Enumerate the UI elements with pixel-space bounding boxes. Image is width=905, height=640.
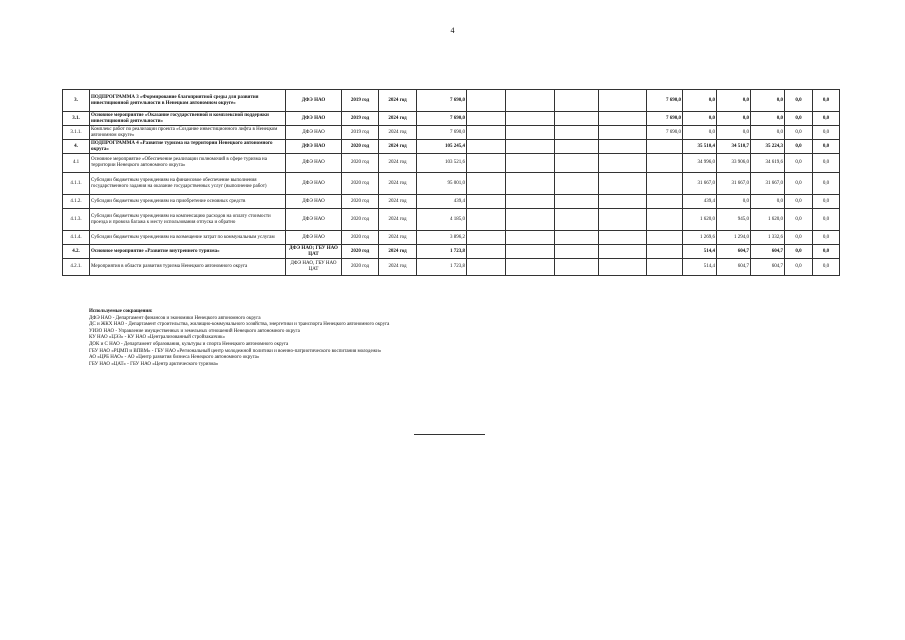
table-row (63, 259, 840, 276)
table-cell: 439,4 (417, 195, 467, 209)
table-cell: Мероприятия в области развития туризма Ненецкого автономного округа (90, 259, 286, 276)
table-cell: 0,0 (785, 195, 813, 209)
table-cell (555, 231, 599, 245)
table-cell: ДФЭ НАО; ГБУ НАО ЦАТ (286, 245, 342, 259)
abbreviation-item: ГБУ НАО «РЦМП и ВПВМ» - ГБУ НАО «Региональный центр молодежной политики и военно-патриотического воспитания молодежи» (89, 348, 382, 354)
abbreviation-item: ДФЭ НАО - Департамент финансов и экономики Ненецкого автономного округа (89, 315, 261, 321)
table-cell (467, 259, 506, 276)
table-cell: 2020 год (342, 195, 379, 209)
table-cell: 33 906,0 (717, 154, 751, 173)
table-cell: 439,4 (683, 195, 717, 209)
table-cell (506, 259, 555, 276)
table-row (63, 90, 840, 112)
table-cell: 0,0 (751, 195, 785, 209)
table-cell (555, 90, 599, 112)
abbreviation-item: КУ НАО «ЦЭЗ» - КУ НАО «Централизованный стройзаказчик» (89, 335, 226, 341)
table-cell: ДФЭ НАО (286, 173, 342, 195)
abbreviation-item: АО «ЦРБ НАО» - АО «Центр развития бизнеса Ненецкого автономного округа» (89, 355, 260, 361)
table-cell (599, 231, 647, 245)
table-cell: 945,0 (717, 209, 751, 231)
page-number: 4 (450, 26, 455, 35)
table-cell: 4. (63, 140, 90, 154)
abbreviation-item: ДОК и С НАО - Департамент образования, культуры и спорта Ненецкого автономного округа (89, 341, 289, 347)
table-cell: Субсидии бюджетным учреждениям на приобретение основных средств (90, 195, 286, 209)
table-cell (599, 173, 647, 195)
table-cell: 1 620,0 (751, 209, 785, 231)
table-cell: 0,0 (813, 231, 840, 245)
abbreviations-title: Используемые сокращения: (89, 309, 153, 314)
table-cell: 2024 год (379, 195, 417, 209)
table-cell: 1 620,0 (683, 209, 717, 231)
table-cell: 0,0 (813, 195, 840, 209)
table-cell (555, 112, 599, 126)
table-cell (506, 126, 555, 140)
table-cell (599, 112, 647, 126)
table-cell: 0,0 (683, 126, 717, 140)
table-cell (647, 140, 683, 154)
table-cell: 2024 год (379, 154, 417, 173)
table-cell (555, 173, 599, 195)
table-cell: 2020 год (342, 140, 379, 154)
table-cell: ДФЭ НАО (286, 154, 342, 173)
table-cell: 0,0 (717, 112, 751, 126)
table-cell: 0,0 (785, 245, 813, 259)
table-cell: 2024 год (379, 245, 417, 259)
table-cell (555, 140, 599, 154)
table-cell: 1 294,0 (717, 231, 751, 245)
table-cell: 2020 год (342, 245, 379, 259)
table-cell (467, 195, 506, 209)
table-cell: 0,0 (813, 140, 840, 154)
table-cell (467, 154, 506, 173)
table-cell: 4.1.4. (63, 231, 90, 245)
table-cell: 35 510,4 (683, 140, 717, 154)
table-cell: 1 269,6 (683, 231, 717, 245)
table-cell: 0,0 (813, 112, 840, 126)
table-row (63, 140, 840, 154)
table-cell: 514,4 (683, 245, 717, 259)
table-cell: 0,0 (683, 90, 717, 112)
table-cell: Комплекс работ по реализации проекта «Создание инвестиционного лифта в Ненецком автономном округе» (90, 126, 286, 140)
table-cell: 31 667,0 (683, 173, 717, 195)
table-cell: 4.1.1. (63, 173, 90, 195)
table-row (63, 112, 840, 126)
table-cell (467, 173, 506, 195)
table-cell: 0,0 (813, 245, 840, 259)
table-cell: 2024 год (379, 231, 417, 245)
table-cell: 0,0 (785, 173, 813, 195)
table-cell: 34 510,7 (717, 140, 751, 154)
table-cell: 7 690,0 (417, 112, 467, 126)
table-cell: Субсидии бюджетным учреждениям на компенсацию расходов на оплату стоимости проезда и провоза багажа к месту использования отпуска и обратно (90, 209, 286, 231)
table-cell: 3.1.1. (63, 126, 90, 140)
table-cell: Основное мероприятие «Оказание государственной и комплексной поддержки инвестиционной деятельности» (90, 112, 286, 126)
table-cell (599, 90, 647, 112)
table-cell: ДФЭ НАО (286, 209, 342, 231)
table-cell: 2020 год (342, 231, 379, 245)
table-cell (506, 154, 555, 173)
table-cell: 1 332,6 (751, 231, 785, 245)
footer-rule (414, 434, 485, 435)
table-cell (599, 195, 647, 209)
table-cell: Субсидии бюджетным учреждениям на финансовое обеспечение выполнения государственного задания на оказание государственных услуг (выполнение работ) (90, 173, 286, 195)
table-cell: 604,7 (717, 245, 751, 259)
table-cell (599, 154, 647, 173)
table-cell: ПОДПРОГРАММА 3 «Формирование благоприятной среды для развития инвестиционной деятельности в Ненецком автономном округе» (90, 90, 286, 112)
table-cell: 0,0 (717, 126, 751, 140)
table-cell: 7 690,0 (417, 126, 467, 140)
table-cell (506, 209, 555, 231)
table-cell: 31 667,0 (751, 173, 785, 195)
table-cell: 2019 год (342, 126, 379, 140)
table-cell: 514,4 (683, 259, 717, 276)
table-cell (599, 245, 647, 259)
table-cell (647, 209, 683, 231)
table-cell: ДФЭ НАО (286, 195, 342, 209)
table-row (63, 173, 840, 195)
table-cell (506, 140, 555, 154)
table-cell (506, 231, 555, 245)
abbreviation-item: ДС и ЖКХ НАО - Департамент строительства, жилищно-коммунального хозяйства, энергетики и транспорта Ненецкого автономного округа (89, 322, 390, 328)
table-cell: Субсидии бюджетным учреждениям на возмещение затрат по коммунальным услугам (90, 231, 286, 245)
table-cell: 34 996,0 (683, 154, 717, 173)
table-cell (599, 140, 647, 154)
table-cell: 2019 год (342, 112, 379, 126)
table-cell: 0,0 (683, 112, 717, 126)
table-cell (647, 259, 683, 276)
table-cell: 0,0 (717, 195, 751, 209)
table-cell: 31 667,0 (717, 173, 751, 195)
table-cell: ДФЭ НАО (286, 231, 342, 245)
table-cell (647, 245, 683, 259)
table-row (63, 231, 840, 245)
table-cell (599, 259, 647, 276)
table-cell: 0,0 (813, 209, 840, 231)
table-cell: 0,0 (785, 90, 813, 112)
table-cell: 4.1.3. (63, 209, 90, 231)
table-cell: 0,0 (813, 259, 840, 276)
table-row (63, 195, 840, 209)
table-cell (467, 231, 506, 245)
table-row (63, 154, 840, 173)
abbreviation-item: УИЗО НАО - Управление имущественных и земельных отношений Ненецкого автономного округа (89, 328, 300, 334)
table-cell (555, 195, 599, 209)
table-cell: Основное мероприятие «Развитие внутреннего туризма» (90, 245, 286, 259)
table-row (63, 245, 840, 259)
table-cell (647, 195, 683, 209)
table-cell: 0,0 (785, 154, 813, 173)
table-cell: 7 690,0 (647, 112, 683, 126)
abbreviation-item: ГБУ НАО «ЦАТ» - ГБУ НАО «Центр арктического туризма» (89, 361, 219, 367)
table-cell: 105 245,4 (417, 140, 467, 154)
table-cell (599, 209, 647, 231)
table-cell: 0,0 (785, 126, 813, 140)
budget-table (62, 89, 840, 276)
table-cell: 2020 год (342, 154, 379, 173)
table-cell (506, 173, 555, 195)
table-cell: 0,0 (813, 154, 840, 173)
table-cell: 0,0 (785, 259, 813, 276)
table-cell: 3 896,2 (417, 231, 467, 245)
table-cell (467, 112, 506, 126)
table-cell: 2024 год (379, 126, 417, 140)
table-cell: 0,0 (751, 90, 785, 112)
table-cell: 2020 год (342, 173, 379, 195)
table-cell (506, 112, 555, 126)
table-row (63, 209, 840, 231)
table-cell (555, 259, 599, 276)
table-cell: 0,0 (751, 112, 785, 126)
table-cell: 604,7 (717, 259, 751, 276)
table-cell (647, 231, 683, 245)
table-cell (506, 245, 555, 259)
table-cell: 0,0 (785, 231, 813, 245)
table-cell (467, 90, 506, 112)
table-cell (647, 154, 683, 173)
table-cell: 7 690,0 (647, 90, 683, 112)
table-cell (506, 195, 555, 209)
table-cell: ДФЭ НАО (286, 140, 342, 154)
table-cell: 2024 год (379, 173, 417, 195)
table-cell: 2020 год (342, 259, 379, 276)
table-cell: 2020 год (342, 209, 379, 231)
table-cell: 4 185,0 (417, 209, 467, 231)
table-cell: 2019 год (342, 90, 379, 112)
abbreviations-list (89, 316, 789, 369)
table-cell (555, 209, 599, 231)
table-cell: 0,0 (785, 140, 813, 154)
table-cell (506, 90, 555, 112)
table-cell: 604,7 (751, 259, 785, 276)
table-cell: 2024 год (379, 112, 417, 126)
table-row (63, 126, 840, 140)
table-cell: 34 619,6 (751, 154, 785, 173)
table-cell (555, 154, 599, 173)
table-cell: ДФЭ НАО (286, 126, 342, 140)
table-cell: 95 001,0 (417, 173, 467, 195)
table-cell (555, 245, 599, 259)
table-cell: 0,0 (785, 209, 813, 231)
table-cell: ДФЭ НАО (286, 112, 342, 126)
table-cell: 604,7 (751, 245, 785, 259)
table-cell: 103 521,6 (417, 154, 467, 173)
abbreviations-block (89, 309, 789, 368)
table-cell (599, 126, 647, 140)
table-cell: 3. (63, 90, 90, 112)
table-cell (647, 173, 683, 195)
table-cell: 0,0 (813, 173, 840, 195)
table-cell: 4.2. (63, 245, 90, 259)
table-cell: 4.2.1. (63, 259, 90, 276)
table-cell: 7 690,0 (417, 90, 467, 112)
table-cell: ПОДПРОГРАММА 4 «Развитие туризма на территории Ненецкого автономного округа» (90, 140, 286, 154)
table-cell: 2024 год (379, 90, 417, 112)
table-cell: ДФЭ НАО, ГБУ НАО ЦАТ (286, 259, 342, 276)
table-cell: 7 690,0 (647, 126, 683, 140)
table-cell: Основное мероприятие «Обеспечение реализации полномочий в сфере туризма на территории Ненецкого автономного округа» (90, 154, 286, 173)
table-cell: 0,0 (717, 90, 751, 112)
table-cell: 1 723,8 (417, 259, 467, 276)
table-cell (555, 126, 599, 140)
table-cell: 0,0 (813, 90, 840, 112)
table-cell (467, 140, 506, 154)
table-cell: 4.1.2. (63, 195, 90, 209)
table-cell (467, 209, 506, 231)
table-cell: 3.1. (63, 112, 90, 126)
table-cell (467, 245, 506, 259)
table-cell: 2024 год (379, 140, 417, 154)
table-cell: 0,0 (751, 126, 785, 140)
table-cell: 2024 год (379, 259, 417, 276)
table-cell: 2024 год (379, 209, 417, 231)
table-cell (467, 126, 506, 140)
table-cell: 0,0 (813, 126, 840, 140)
table-cell: 35 224,3 (751, 140, 785, 154)
table-cell: 4.1 (63, 154, 90, 173)
table-cell: ДФЭ НАО (286, 90, 342, 112)
table-cell: 0,0 (785, 112, 813, 126)
table-cell: 1 723,8 (417, 245, 467, 259)
